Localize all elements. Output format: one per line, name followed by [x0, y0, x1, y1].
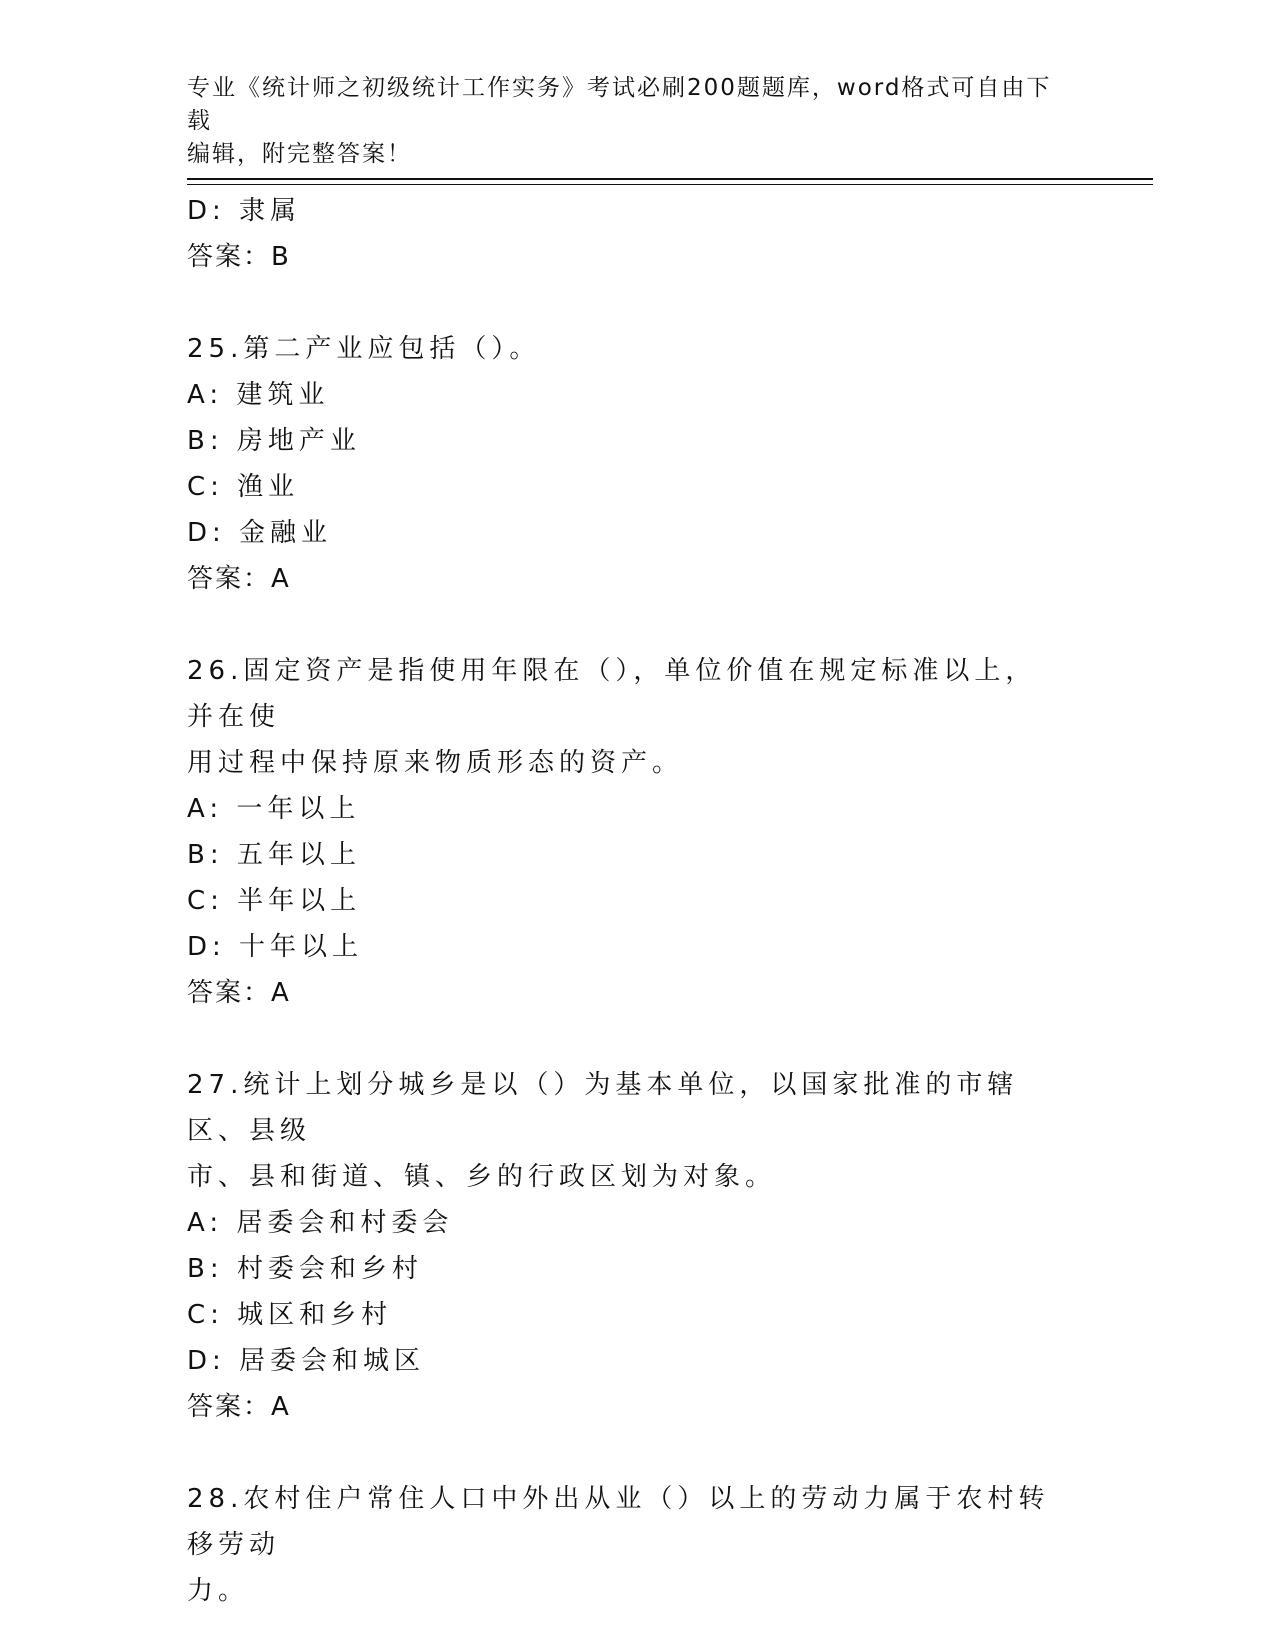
option-d: D: 金融业 [187, 518, 333, 548]
answer-line: 答案：A [187, 978, 291, 1008]
question-26 [187, 648, 1087, 1016]
question-25 [187, 326, 1087, 602]
option-b: B: 五年以上 [187, 840, 361, 870]
option-d: D: 隶属 [187, 196, 302, 226]
spacer [187, 602, 1087, 648]
option-b: B: 房地产业 [187, 426, 361, 456]
answer-line: 答案：A [187, 564, 291, 594]
option-a: A: 居委会和村委会 [187, 1208, 454, 1238]
option-c: C: 渔业 [187, 472, 300, 502]
option-d: D: 十年以上 [187, 932, 364, 962]
question-27 [187, 1062, 1087, 1430]
question-text-line-1: 26.固定资产是指使用年限在（），单位价值在规定标准以上，并在使 [187, 656, 1037, 732]
question-text-line-1: 27.统计上划分城乡是以（）为基本单位，以国家批准的市辖区、县级 [187, 1070, 1019, 1146]
spacer [187, 1430, 1087, 1476]
page-header [187, 72, 1067, 171]
option-a: A: 建筑业 [187, 380, 330, 410]
question-28 [187, 1476, 1087, 1614]
header-rule-thick [187, 178, 1153, 180]
question-text-line-2: 力。 [187, 1576, 250, 1606]
header-line-1: 专业《统计师之初级统计工作实务》考试必刷200题题库，word格式可自由下载 [187, 75, 1052, 134]
question-list [187, 188, 1087, 1614]
spacer [187, 280, 1087, 326]
answer-line: 答案：A [187, 1392, 291, 1422]
option-c: C: 城区和乡村 [187, 1300, 393, 1330]
option-d: D: 居委会和城区 [187, 1346, 426, 1376]
option-a: A: 一年以上 [187, 794, 361, 824]
answer-line: 答案：B [187, 242, 291, 272]
spacer [187, 1016, 1087, 1062]
question-text-line-2: 市、县和街道、镇、乡的行政区划为对象。 [187, 1162, 777, 1192]
question-24-tail [187, 188, 1087, 280]
header-line-2: 编辑，附完整答案！ [187, 141, 412, 167]
question-text-line-2: 用过程中保持原来物质形态的资产。 [187, 748, 684, 778]
option-b: B: 村委会和乡村 [187, 1254, 423, 1284]
question-text-line-1: 28.农村住户常住人口中外出从业（）以上的劳动力属于农村转移劳动 [187, 1484, 1050, 1560]
header-rule-thin [187, 184, 1153, 185]
question-text: 25.第二产业应包括（）。 [187, 334, 541, 364]
option-c: C: 半年以上 [187, 886, 362, 916]
